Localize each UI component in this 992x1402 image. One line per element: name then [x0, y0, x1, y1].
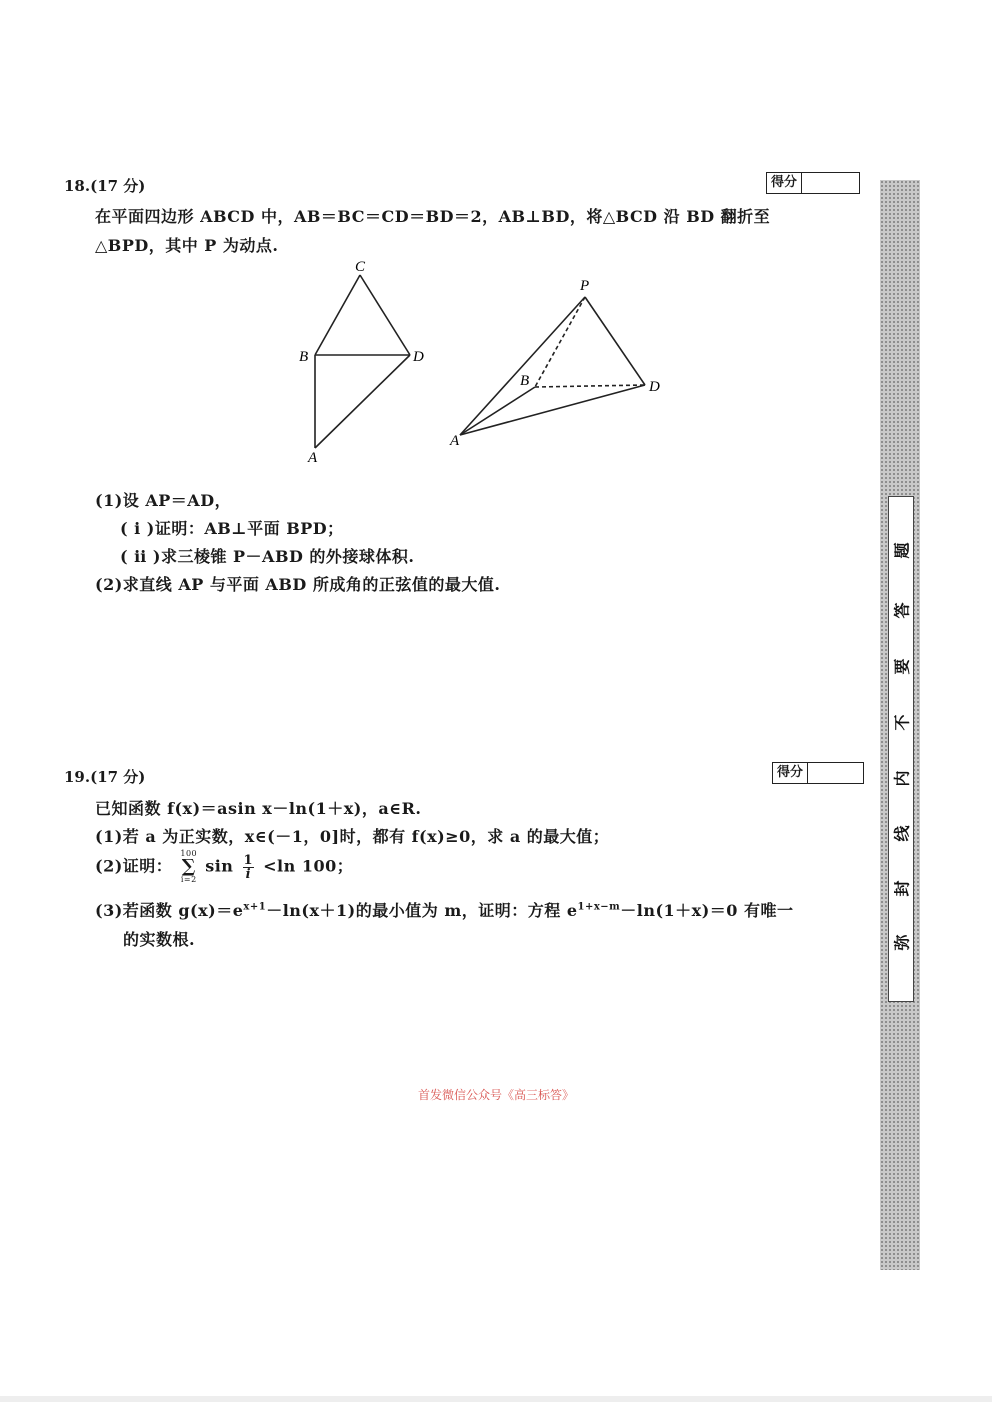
edge-AD	[315, 355, 410, 448]
sum-lower: i=2	[180, 875, 197, 884]
q18-score-label: 得分	[767, 173, 802, 193]
q19-score-box	[772, 762, 864, 784]
edge-PB	[535, 297, 585, 387]
label-D: D	[413, 349, 424, 365]
q19-part3-exp2: 1+x−m	[577, 901, 621, 913]
seal-char-3: 要	[892, 658, 912, 675]
fraction-denominator: i	[245, 866, 252, 882]
seal-char-5: 内	[892, 770, 912, 787]
folded-pyramid	[460, 297, 645, 435]
q18-stem-line2: △BPD，其中 P 为动点.	[95, 236, 279, 255]
q19-part1: (1)若 a 为正实数，x∈(－1，0]时，都有 f(x)≥0，求 a 的最大值；	[95, 827, 610, 846]
seal-char-1: 题	[892, 542, 912, 559]
label-A: A	[308, 450, 318, 466]
edge-BD	[535, 385, 645, 387]
q18-score-box	[766, 172, 860, 194]
q19-score-label: 得分	[773, 763, 808, 783]
q19-part2	[95, 850, 353, 884]
label-C: C	[355, 259, 366, 275]
q19-part3-b: －ln(x＋1)的最小值为 m，证明：方程 e	[266, 901, 578, 920]
q19-part3-line2: 的实数根.	[123, 930, 196, 949]
q18-part2: (2)求直线 AP 与平面 ABD 所成角的正弦值的最大值.	[95, 575, 501, 594]
q19-part3-exp1: x+1	[243, 901, 267, 913]
q19-part2-prefix: (2)证明：	[95, 856, 173, 876]
q18-number: 18.(17 分)	[64, 177, 146, 195]
label-A2: A	[450, 433, 460, 449]
label-D2: D	[649, 379, 660, 395]
summation	[180, 850, 197, 884]
seal-char-8: 弥	[892, 934, 912, 951]
sum-symbol: ∑	[181, 856, 196, 877]
q19-stem: 已知函数 f(x)＝asin x－ln(1＋x)，a∈R.	[95, 799, 422, 818]
q18-part1-ii: ( ⅱ )求三棱锥 P－ABD 的外接球体积.	[120, 547, 415, 566]
label-B2: B	[520, 373, 530, 389]
q19-part3-a: (3)若函数 g(x)＝e	[95, 901, 244, 920]
edge-CD	[360, 275, 410, 355]
edge-CB	[315, 275, 360, 355]
plane-quadrilateral	[315, 275, 410, 448]
seal-char-7: 封	[892, 880, 912, 897]
fraction-numerator: 1	[243, 852, 254, 868]
q19-part2-suffix: <ln 100；	[263, 856, 354, 876]
q19-part3-line1	[95, 898, 794, 921]
seal-char-6: 线	[892, 825, 912, 842]
seal-line-strip	[888, 496, 914, 1002]
seal-line-sidebar	[880, 180, 920, 1270]
label-B: B	[299, 349, 309, 365]
seal-char-4: 不	[892, 714, 912, 731]
q18-score-blank	[802, 173, 859, 193]
watermark: 首发微信公众号《高三标答》	[417, 1088, 574, 1102]
label-P: P	[580, 278, 590, 294]
scan-bottom-edge	[0, 1396, 992, 1402]
q18-figure	[290, 255, 690, 466]
edge-AD	[460, 385, 645, 435]
q19-part2-sin: sin	[205, 856, 234, 876]
sum-upper: 100	[180, 849, 198, 858]
fraction	[243, 854, 255, 881]
edge-PA	[460, 297, 585, 435]
seal-char-2: 答	[892, 602, 912, 619]
q19-score-blank	[808, 763, 863, 783]
q19-number: 19.(17 分)	[64, 768, 146, 786]
q18-part1: (1)设 AP＝AD，	[95, 491, 232, 510]
q19-part3-c: －ln(1＋x)＝0 有唯一	[620, 901, 794, 920]
edge-PD	[585, 297, 645, 385]
q18-part1-i: ( ⅰ )证明：AB⊥平面 BPD；	[120, 519, 344, 538]
q18-stem-line1: 在平面四边形 ABCD 中，AB＝BC＝CD＝BD＝2，AB⊥BD，将△BCD 沿 BD 翻折至	[95, 207, 771, 226]
